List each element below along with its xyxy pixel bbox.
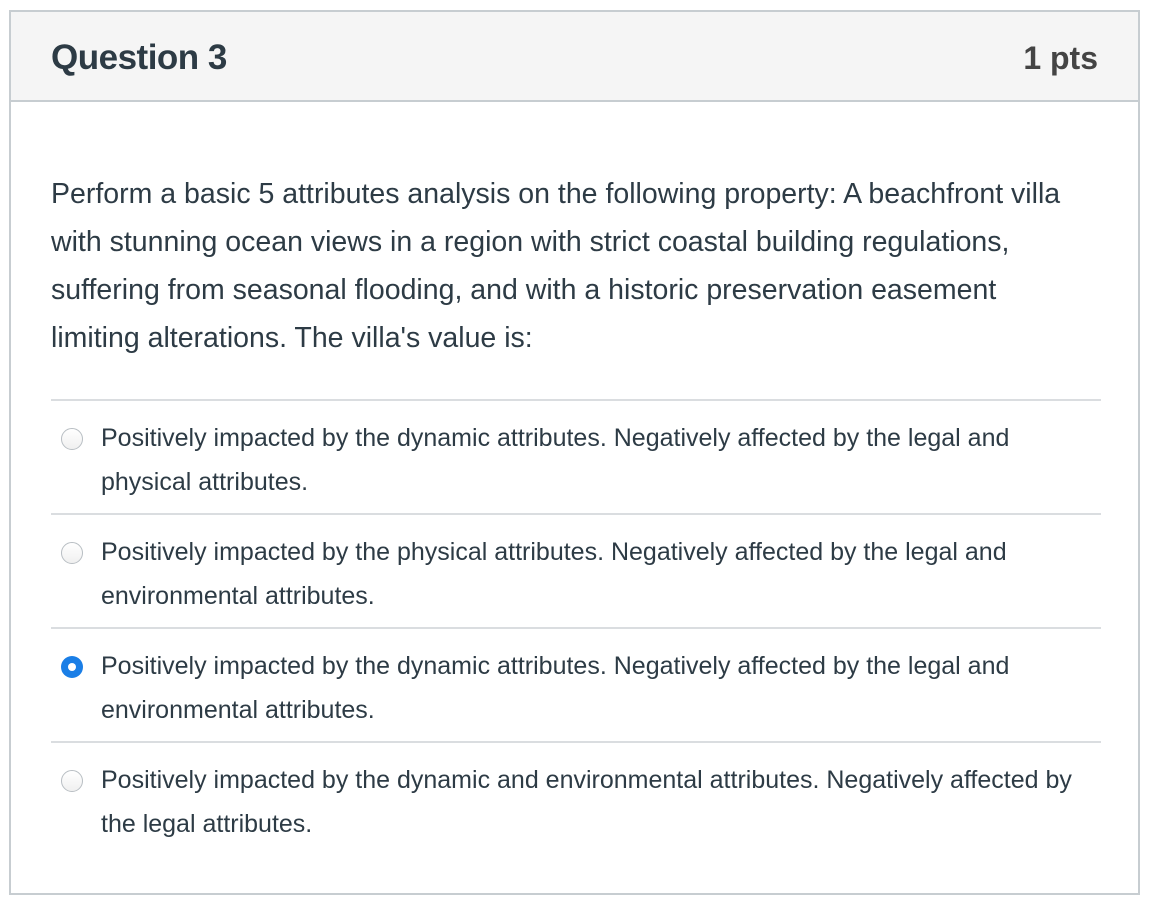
answer-option-1[interactable] (51, 399, 1101, 513)
question-body (51, 102, 1101, 838)
answer-option-4[interactable] (51, 741, 1101, 855)
answer-label[interactable]: Positively impacted by the dynamic and environmental attributes. Negatively affected by the legal attributes. (101, 766, 1072, 838)
radio-button[interactable] (61, 656, 83, 678)
radio-button[interactable] (61, 428, 83, 450)
question-header (11, 12, 1138, 102)
radio-button[interactable] (61, 542, 83, 564)
answer-label[interactable]: Positively impacted by the physical attributes. Negatively affected by the legal and environmental attributes. (101, 538, 1007, 610)
answer-list (51, 399, 1101, 855)
radio-button[interactable] (61, 770, 83, 792)
question-card (9, 10, 1140, 895)
answer-option-3[interactable] (51, 627, 1101, 741)
question-title: Question 3 (51, 38, 227, 77)
answer-label[interactable]: Positively impacted by the dynamic attributes. Negatively affected by the legal and environmental attributes. (101, 652, 1010, 724)
question-text: Perform a basic 5 attributes analysis on the following property: A beachfront villa with stunning ocean views in a region with strict coastal building regulations, suffering from seasonal flooding, and with a historic preservation easement limiting alterations. The villa's value is: (51, 178, 1061, 354)
answer-option-2[interactable] (51, 513, 1101, 627)
question-points: 1 pts (1023, 40, 1098, 76)
answer-label[interactable]: Positively impacted by the dynamic attributes. Negatively affected by the legal and physical attributes. (101, 424, 1010, 496)
